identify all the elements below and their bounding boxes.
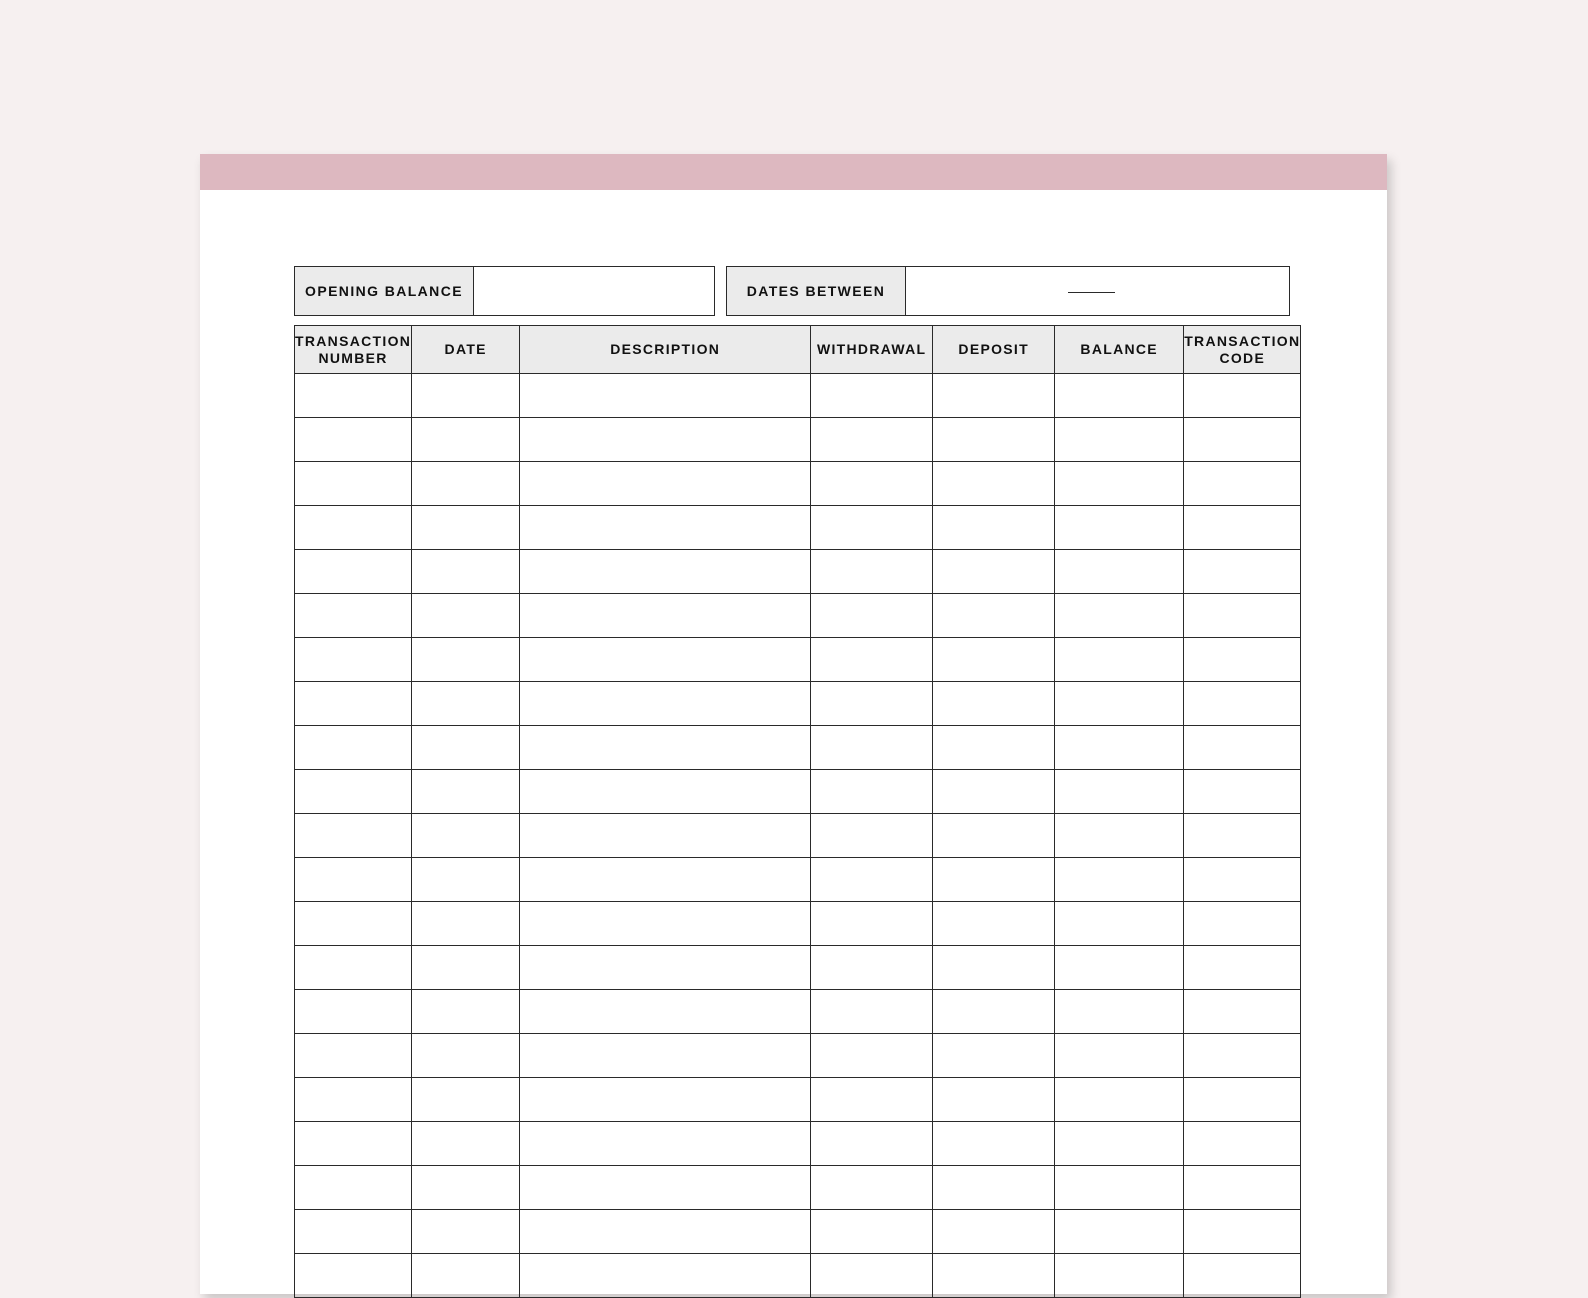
table-row [295,374,1301,418]
cell-description[interactable] [520,1210,811,1254]
cell-description[interactable] [520,770,811,814]
cell-transaction-number[interactable] [295,1078,412,1122]
cell-transaction-code[interactable] [1184,594,1301,638]
cell-description[interactable] [520,374,811,418]
cell-balance[interactable] [1055,770,1184,814]
accent-band [200,154,1387,190]
cell-transaction-number[interactable] [295,990,412,1034]
cell-transaction-code[interactable] [1184,638,1301,682]
cell-date[interactable] [412,814,520,858]
cell-transaction-number[interactable] [295,418,412,462]
cell-transaction-code[interactable] [1184,858,1301,902]
cell-deposit[interactable] [933,374,1055,418]
cell-withdrawal[interactable] [811,1210,933,1254]
cell-date[interactable] [412,770,520,814]
cell-description[interactable] [520,1034,811,1078]
cell-deposit[interactable] [933,858,1055,902]
ledger-sheet [200,154,1387,1294]
cell-transaction-code[interactable] [1184,1034,1301,1078]
cell-transaction-number[interactable] [295,814,412,858]
table-row [295,462,1301,506]
cell-description[interactable] [520,814,811,858]
table-row [295,638,1301,682]
cell-transaction-code[interactable] [1184,418,1301,462]
cell-withdrawal[interactable] [811,902,933,946]
cell-transaction-code[interactable] [1184,1078,1301,1122]
cell-withdrawal[interactable] [811,1166,933,1210]
table-row [295,1210,1301,1254]
table-row [295,550,1301,594]
cell-description[interactable] [520,1078,811,1122]
cell-withdrawal[interactable] [811,550,933,594]
opening-balance-label: OPENING BALANCE [295,267,474,315]
cell-balance[interactable] [1055,1034,1184,1078]
cell-transaction-code[interactable] [1184,1166,1301,1210]
cell-transaction-number[interactable] [295,550,412,594]
cell-withdrawal[interactable] [811,858,933,902]
cell-deposit[interactable] [933,462,1055,506]
cell-description[interactable] [520,902,811,946]
cell-transaction-code[interactable] [1184,946,1301,990]
cell-date[interactable] [412,638,520,682]
cell-date[interactable] [412,462,520,506]
cell-deposit[interactable] [933,682,1055,726]
cell-balance[interactable] [1055,682,1184,726]
cell-deposit[interactable] [933,946,1055,990]
cell-withdrawal[interactable] [811,1122,933,1166]
cell-description[interactable] [520,462,811,506]
cell-date[interactable] [412,594,520,638]
transaction-ledger-table [294,325,1301,1298]
cell-withdrawal[interactable] [811,990,933,1034]
cell-description[interactable] [520,1254,811,1298]
cell-deposit[interactable] [933,990,1055,1034]
cell-balance[interactable] [1055,418,1184,462]
cell-balance[interactable] [1055,1122,1184,1166]
cell-transaction-number[interactable] [295,638,412,682]
cell-deposit[interactable] [933,550,1055,594]
cell-deposit[interactable] [933,638,1055,682]
column-header-description: DESCRIPTION [520,326,811,374]
cell-balance[interactable] [1055,550,1184,594]
cell-transaction-number[interactable] [295,1122,412,1166]
cell-withdrawal[interactable] [811,506,933,550]
table-row [295,946,1301,990]
cell-withdrawal[interactable] [811,1034,933,1078]
cell-withdrawal[interactable] [811,418,933,462]
cell-description[interactable] [520,550,811,594]
cell-transaction-code[interactable] [1184,1122,1301,1166]
cell-date[interactable] [412,726,520,770]
cell-withdrawal[interactable] [811,594,933,638]
date-range-separator [1068,292,1115,293]
column-header-date: DATE [412,326,520,374]
cell-description[interactable] [520,506,811,550]
cell-date[interactable] [412,418,520,462]
table-row [295,1166,1301,1210]
table-row [295,682,1301,726]
cell-date[interactable] [412,1254,520,1298]
table-row [295,1122,1301,1166]
cell-date[interactable] [412,902,520,946]
cell-deposit[interactable] [933,418,1055,462]
opening-balance-field[interactable] [474,267,714,315]
cell-withdrawal[interactable] [811,946,933,990]
cell-deposit[interactable] [933,1254,1055,1298]
dates-between-field[interactable] [906,267,1289,315]
table-row [295,594,1301,638]
cell-date[interactable] [412,990,520,1034]
cell-deposit[interactable] [933,506,1055,550]
cell-deposit[interactable] [933,1078,1055,1122]
cell-deposit[interactable] [933,902,1055,946]
cell-deposit[interactable] [933,814,1055,858]
cell-transaction-code[interactable] [1184,1210,1301,1254]
table-header-row [295,326,1301,374]
column-header-deposit: DEPOSIT [933,326,1055,374]
cell-description[interactable] [520,1122,811,1166]
cell-deposit[interactable] [933,726,1055,770]
cell-description[interactable] [520,990,811,1034]
cell-transaction-number[interactable] [295,462,412,506]
ledger-body [295,374,1301,1298]
cell-balance[interactable] [1055,1210,1184,1254]
cell-transaction-number[interactable] [295,770,412,814]
cell-balance[interactable] [1055,814,1184,858]
cell-balance[interactable] [1055,594,1184,638]
cell-description[interactable] [520,726,811,770]
cell-transaction-number[interactable] [295,1210,412,1254]
cell-withdrawal[interactable] [811,638,933,682]
dates-between-label: DATES BETWEEN [727,267,906,315]
cell-date[interactable] [412,946,520,990]
table-row [295,814,1301,858]
table-row [295,506,1301,550]
cell-balance[interactable] [1055,1078,1184,1122]
table-row [295,1034,1301,1078]
cell-transaction-number[interactable] [295,902,412,946]
cell-withdrawal[interactable] [811,682,933,726]
table-row [295,726,1301,770]
cell-transaction-code[interactable] [1184,814,1301,858]
cell-transaction-number[interactable] [295,726,412,770]
cell-transaction-code[interactable] [1184,990,1301,1034]
cell-transaction-number[interactable] [295,1254,412,1298]
cell-date[interactable] [412,858,520,902]
cell-balance[interactable] [1055,946,1184,990]
cell-date[interactable] [412,1034,520,1078]
cell-balance[interactable] [1055,990,1184,1034]
column-header-withdrawal: WITHDRAWAL [811,326,933,374]
cell-date[interactable] [412,374,520,418]
cell-balance[interactable] [1055,462,1184,506]
dates-between-box [726,266,1290,316]
cell-date[interactable] [412,682,520,726]
cell-date[interactable] [412,506,520,550]
cell-description[interactable] [520,638,811,682]
cell-deposit[interactable] [933,770,1055,814]
cell-transaction-code[interactable] [1184,726,1301,770]
cell-transaction-number[interactable] [295,594,412,638]
cell-transaction-code[interactable] [1184,506,1301,550]
cell-date[interactable] [412,1210,520,1254]
cell-withdrawal[interactable] [811,374,933,418]
column-header-transaction-number: TRANSACTION NUMBER [295,326,412,374]
cell-transaction-number[interactable] [295,858,412,902]
cell-description[interactable] [520,594,811,638]
cell-date[interactable] [412,550,520,594]
cell-withdrawal[interactable] [811,462,933,506]
opening-balance-box [294,266,715,316]
cell-transaction-code[interactable] [1184,682,1301,726]
cell-description[interactable] [520,858,811,902]
cell-withdrawal[interactable] [811,726,933,770]
cell-withdrawal[interactable] [811,1078,933,1122]
cell-transaction-number[interactable] [295,1034,412,1078]
cell-withdrawal[interactable] [811,770,933,814]
cell-transaction-code[interactable] [1184,1254,1301,1298]
cell-transaction-code[interactable] [1184,550,1301,594]
table-row [295,902,1301,946]
column-header-balance: BALANCE [1055,326,1184,374]
cell-transaction-number[interactable] [295,682,412,726]
cell-transaction-code[interactable] [1184,902,1301,946]
table-row [295,1078,1301,1122]
cell-deposit[interactable] [933,1210,1055,1254]
cell-date[interactable] [412,1078,520,1122]
cell-deposit[interactable] [933,1166,1055,1210]
cell-withdrawal[interactable] [811,814,933,858]
cell-description[interactable] [520,418,811,462]
column-header-transaction-code: TRANSACTION CODE [1184,326,1301,374]
table-row [295,990,1301,1034]
cell-transaction-code[interactable] [1184,462,1301,506]
cell-transaction-code[interactable] [1184,374,1301,418]
cell-description[interactable] [520,682,811,726]
cell-deposit[interactable] [933,1122,1055,1166]
cell-transaction-number[interactable] [295,946,412,990]
cell-deposit[interactable] [933,594,1055,638]
cell-balance[interactable] [1055,726,1184,770]
cell-transaction-number[interactable] [295,1166,412,1210]
cell-description[interactable] [520,946,811,990]
cell-deposit[interactable] [933,1034,1055,1078]
table-row [295,858,1301,902]
cell-balance[interactable] [1055,902,1184,946]
cell-date[interactable] [412,1166,520,1210]
cell-transaction-code[interactable] [1184,770,1301,814]
table-row [295,1254,1301,1298]
cell-balance[interactable] [1055,1254,1184,1298]
cell-description[interactable] [520,1166,811,1210]
cell-transaction-number[interactable] [295,374,412,418]
cell-transaction-number[interactable] [295,506,412,550]
cell-balance[interactable] [1055,374,1184,418]
cell-balance[interactable] [1055,638,1184,682]
table-row [295,418,1301,462]
cell-date[interactable] [412,1122,520,1166]
cell-balance[interactable] [1055,858,1184,902]
cell-balance[interactable] [1055,1166,1184,1210]
table-row [295,770,1301,814]
cell-balance[interactable] [1055,506,1184,550]
cell-withdrawal[interactable] [811,1254,933,1298]
